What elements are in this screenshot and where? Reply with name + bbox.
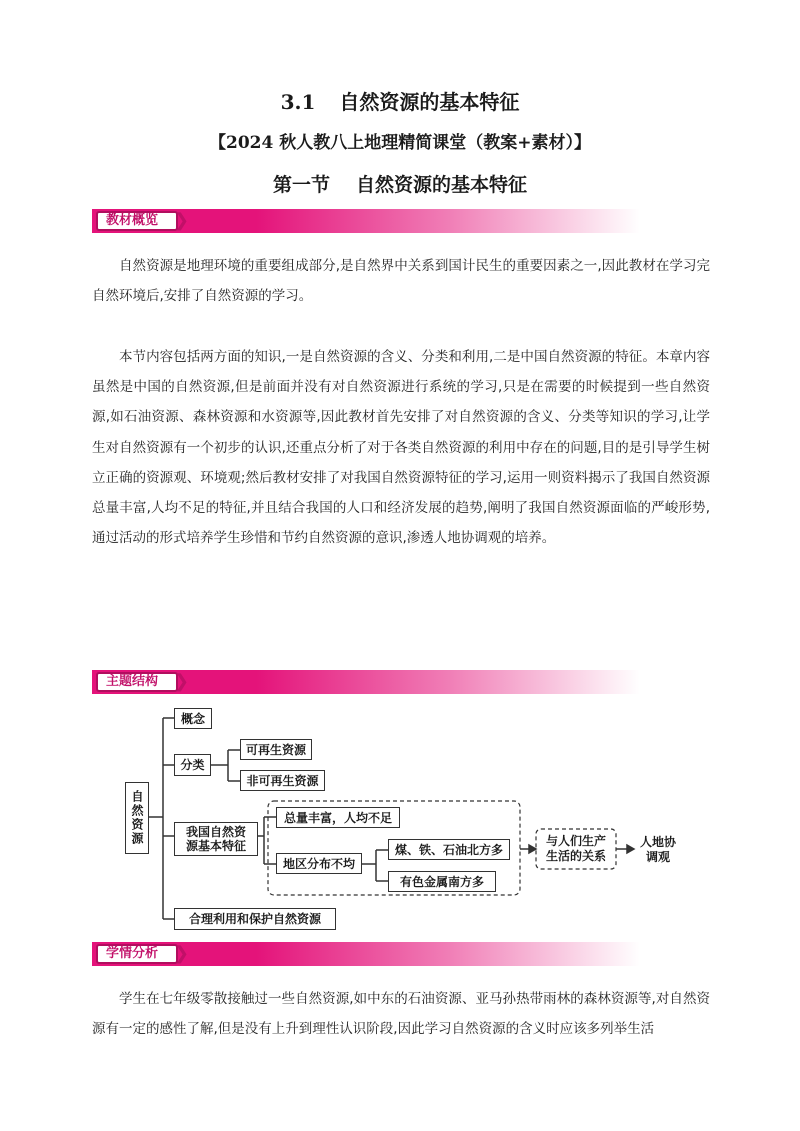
analysis-tag: 学情分析 <box>96 944 178 964</box>
document-subtitle: 【2024 秋人教八上地理精简课堂（教案+素材）】 <box>209 133 591 153</box>
analysis-paragraph-1: 学生在七年级零散接触过一些自然资源,如中东的石油资源、亚马孙热带雨林的森林资源等,对自然资源有一定的感性了解,但是没有上升到理性认识阶段,因此学习自然资源的含义时应该多列举生活 <box>92 991 710 1038</box>
diagram-relation: 与人们生产生活的关系 <box>545 834 606 863</box>
diagram-concept: 概念 <box>174 708 212 729</box>
diagram-protect: 合理利用和保护自然资源 <box>174 908 336 930</box>
chevron-right-icon: ❯ <box>174 210 190 231</box>
diagram-distribution: 地区分布不均 <box>276 853 362 874</box>
overview-paragraph-1: 自然资源是地理环境的重要组成部分,是自然界中关系到国计民生的重要因素之一,因此教材在学习完自然环境后,安排了自然资源的学习。 <box>92 258 710 305</box>
diagram-harmony: 人地协调观 <box>639 835 676 864</box>
chevron-right-icon: ❯ <box>174 943 190 964</box>
section-name: 自然资源的基本特征 <box>356 174 528 196</box>
diagram-south: 有色金属南方多 <box>388 871 496 892</box>
diagram-classification: 分类 <box>174 754 211 776</box>
section-label: 第一节 <box>272 174 330 196</box>
diagram-north: 煤、铁、石油北方多 <box>388 839 510 860</box>
diagram-root: 自然资源 <box>125 782 149 854</box>
diagram-nonrenewable: 非可再生资源 <box>240 770 325 791</box>
diagram-total: 总量丰富，人均不足 <box>276 807 400 828</box>
structure-tag: 主题结构 <box>96 672 178 692</box>
overview-paragraph-2: 本节内容包括两方面的知识,一是自然资源的含义、分类和利用,二是中国自然资源的特征。本章内容虽然是中国的自然资源,但是前面并没有对自然资源进行系统的学习,只是在需要的时候提到一些自然资源,如石油资源、森林资源和水资源等,因此教材首先安排了对自然资源的含义、分类等知识的学习,让学生对自然资源有一个初步的认识,还重点分析了对于各类自然资源的利用中存在的问题,目的是引导学生树立正确的资源观、环境观;然后教材安排了对我国自然资源特征的学习,运用一则资料揭示了我国自然资源总量丰富,人均不足的特征,并且结合我国的人口和经济发展的趋势,阐明了我国自然资源面临的严峻形势,通过活动的形式培养学生珍惜和节约自然资源的意识,渗透人地协调观的培养。 <box>92 349 710 547</box>
diagram-features: 我国自然资源基本特征 <box>174 822 258 856</box>
chevron-right-icon: ❯ <box>174 671 190 692</box>
analysis-banner <box>92 942 640 966</box>
diagram-renewable: 可再生资源 <box>240 739 312 760</box>
title-number: 3.1 <box>280 90 316 114</box>
overview-tag: 教材概览 <box>96 211 178 231</box>
title-text: 自然资源的基本特征 <box>339 90 520 114</box>
